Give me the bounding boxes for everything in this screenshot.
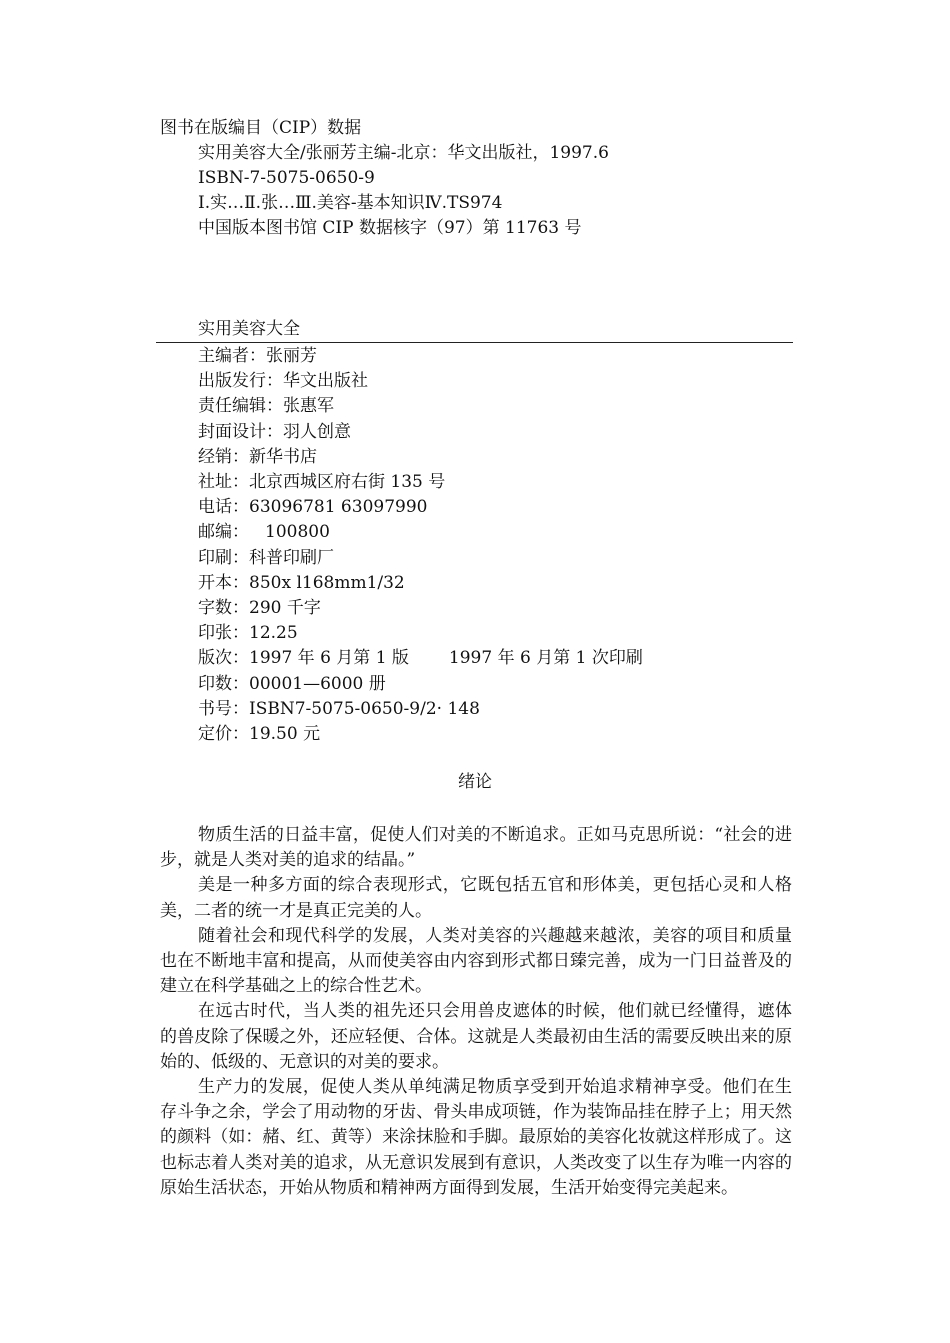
cip-line: ISBN-7-5075-0650-9 (198, 168, 375, 188)
intro-paragraph: 随着社会和现代科学的发展，人类对美容的兴趣越来越浓，美容的项目和质量也在不断地丰富和提高，从而使美容由内容到形式都日臻完善，成为一门日益普及的建立在科学基础之上的综合性艺术。 (160, 925, 792, 997)
cip-line: 中国版本图书馆 CIP 数据核字（97）第 11763 号 (198, 218, 582, 238)
colophon-address: 社址：北京西城区府右街 135 号 (198, 472, 446, 493)
intro-paragraph: 美是一种多方面的综合表现形式，它既包括五官和形体美，更包括心灵和人格美，二者的统一才是真正完美的人。 (160, 875, 792, 921)
cip-title: 图书在版编目（CIP）数据 (160, 118, 362, 138)
colophon-postcode-row (198, 520, 643, 545)
intro-body (160, 823, 792, 1201)
colophon-word-count: 字数：290 千字 (198, 598, 321, 619)
edition-first: 版次：1997 年 6 月第 1 版 (198, 648, 409, 669)
book-title: 实用美容大全 (198, 319, 300, 339)
cip-block (198, 141, 609, 241)
colophon-book-number: 书号：ISBN7-5075-0650-9/2· 148 (198, 698, 480, 719)
colophon-cover-design: 封面设计：羽人创意 (198, 421, 351, 442)
intro-paragraph: 物质生活的日益丰富，促使人们对美的不断追求。正如马克思所说：“社会的进步，就是人类对美的追求的结晶。” (160, 825, 792, 871)
colophon-print-run: 印数：00001—6000 册 (198, 673, 386, 694)
colophon-phone: 电话：63096781 63097990 (198, 497, 428, 518)
postcode-label: 邮编： (198, 522, 249, 543)
cip-line: 实用美容大全/张丽芳主编-北京：华文出版社，1997.6 (198, 143, 609, 163)
intro-paragraph: 在远古时代，当人类的祖先还只会用兽皮遮体的时候，他们就已经懂得，遮体的兽皮除了保暖之外，还应轻便、合体。这就是人类最初由生活的需要反映出来的原始的、低级的、无意识的对美的要求。 (160, 1001, 792, 1072)
title-rule (156, 342, 793, 343)
postcode-value: 100800 (265, 522, 330, 543)
edition-printing: 1997 年 6 月第 1 次印刷 (448, 648, 643, 669)
colophon-editor: 主编者：张丽芳 (198, 346, 317, 366)
colophon-printer: 印刷：科普印刷厂 (198, 547, 334, 568)
colophon-price: 定价：19.50 元 (198, 724, 321, 745)
section-heading: 绪论 (458, 772, 492, 792)
colophon-format: 开本：850x l168mm1/32 (198, 572, 405, 593)
colophon-publisher: 出版发行：华文出版社 (198, 371, 368, 392)
cip-line: Ⅰ.实…Ⅱ.张…Ⅲ.美容-基本知识Ⅳ.TS974 (198, 193, 503, 213)
colophon-sheets: 印张：12.25 (198, 623, 298, 644)
colophon-responsible-editor: 责任编辑：张惠军 (198, 396, 334, 417)
colophon (198, 344, 643, 747)
intro-paragraph: 生产力的发展，促使人类从单纯满足物质享受到开始追求精神享受。他们在生存斗争之余，学会了用动物的牙齿、骨头串成项链，作为装饰品挂在脖子上；用天然的颜料（如：赭、红、黄等）来涂抹脸和手脚。最原始的美容化妆就这样形成了。这也标志着人类对美的追求，从无意识发展到有意识，人类改变了以生存为唯一内容的原始生活状态，开始从物质和精神两方面得到发展，生活开始变得完美起来。 (160, 1077, 792, 1198)
colophon-edition-row (198, 646, 643, 671)
colophon-distributor: 经销：新华书店 (198, 446, 317, 467)
